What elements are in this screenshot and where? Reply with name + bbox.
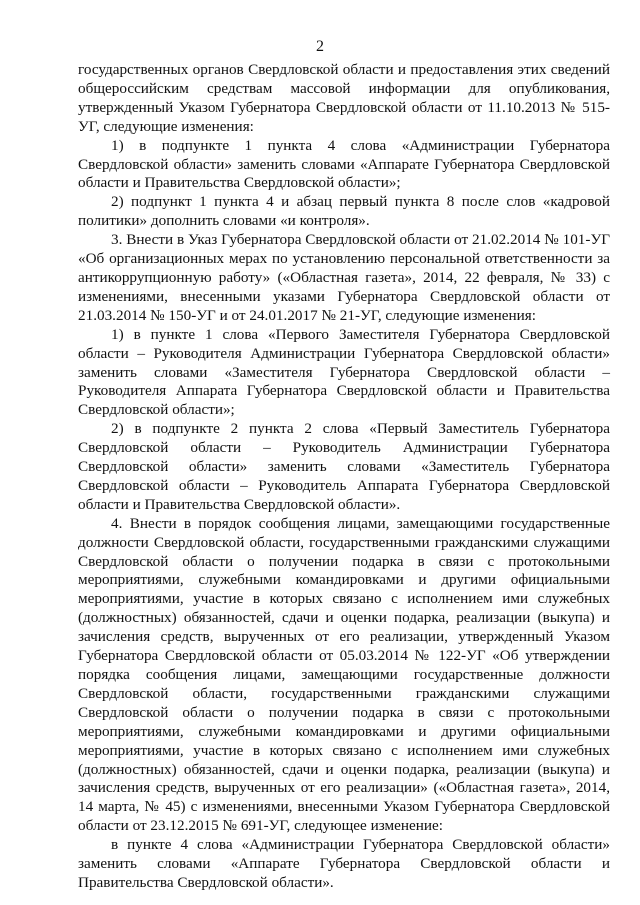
- paragraph-2-1: 1) в подпункте 1 пункта 4 слова «Администрации Губернатора Свердловской области» заменить словами «Аппарате Губернатора Свердловской области и Правительства Свердловской области»;: [78, 136, 610, 192]
- page-number: 2: [316, 38, 324, 55]
- paragraph-2-2: 2) подпункт 1 пункта 4 и абзац первый пункта 8 после слов «кадровой политики» дополнить словами «и контроля».: [78, 193, 610, 230]
- paragraph-3: 3. Внести в Указ Губернатора Свердловской области от 21.02.2014 № 101-УГ «Об организационных мерах по установлению персональной ответственности за антикоррупционную работу» («Областная газета», 2014, 22 февраля, № 33) с изменениями, внесенными указами Губернатора Свердловской области от 21.03.2014 № 150-УГ и от 24.01.2017 № 21-УГ, следующие изменения:: [78, 231, 610, 324]
- paragraph-continuation: государственных органов Свердловской области и предоставления этих сведений общероссийским средствам массовой информации для опубликования, утвержденный Указом Губернатора Свердловской области от 11.10.2013 № 515-УГ, следующие изменения:: [78, 61, 610, 135]
- paragraph-4: 4. Внести в порядок сообщения лицами, замещающими государственные должности Свердловской области, государственными гражданскими служащими Свердловской области о получении подарка в связи с протокольными мероприятиями, служебными командировками и другими официальными мероприятиями, участие в которых связано с исполнением ими служебных (должностных) обязанностей, сдачи и оценки подарка, реализации (выкупа) и зачисления средств, вырученных от его реализации, утвержденный Указом Губернатора Свердловской области от 05.03.2014 № 122-УГ «Об утверждении порядка сообщения лицами, замещающими государственные должности Свердловской области, государственными гражданскими служащими Свердловской области о получении подарка в связи с протокольными мероприятиями, служебными командировками и другими официальными мероприятиями, участие в которых связано с исполнением ими служебных (должностных) обязанностей, сдачи и оценки подарка, реализации (выкупа) и зачисления средств, вырученных от его реализации» («Областная газета», 2014, 14 марта, № 45) с изменениями, внесенными Указом Губернатора Свердловской области от 23.12.2015 № 691-УГ, следующее изменение:: [78, 514, 610, 835]
- paragraph-3-1: 1) в пункте 1 слова «Первого Заместителя Губернатора Свердловской области – Руководителя Администрации Губернатора Свердловской области» заменить словами «Заместителя Губернатора Свердловской области – Руководителя Аппарата Губернатора Свердловской области и Правительства Свердловской области»;: [78, 325, 610, 419]
- paragraph-4-change: в пункте 4 слова «Администрации Губернатора Свердловской области» заменить словами «Аппарате Губернатора Свердловской области и Правительства Свердловской области».: [78, 836, 610, 891]
- paragraph-3-2: 2) в подпункте 2 пункта 2 слова «Первый Заместитель Губернатора Свердловской области – Руководитель Администрации Губернатора Свердловской области» заменить словами «Заместитель Губернатора Свердловской области – Руководитель Аппарата Губернатора Свердловской области и Правительства Свердловской области».: [78, 420, 610, 513]
- document-body: [78, 61, 610, 893]
